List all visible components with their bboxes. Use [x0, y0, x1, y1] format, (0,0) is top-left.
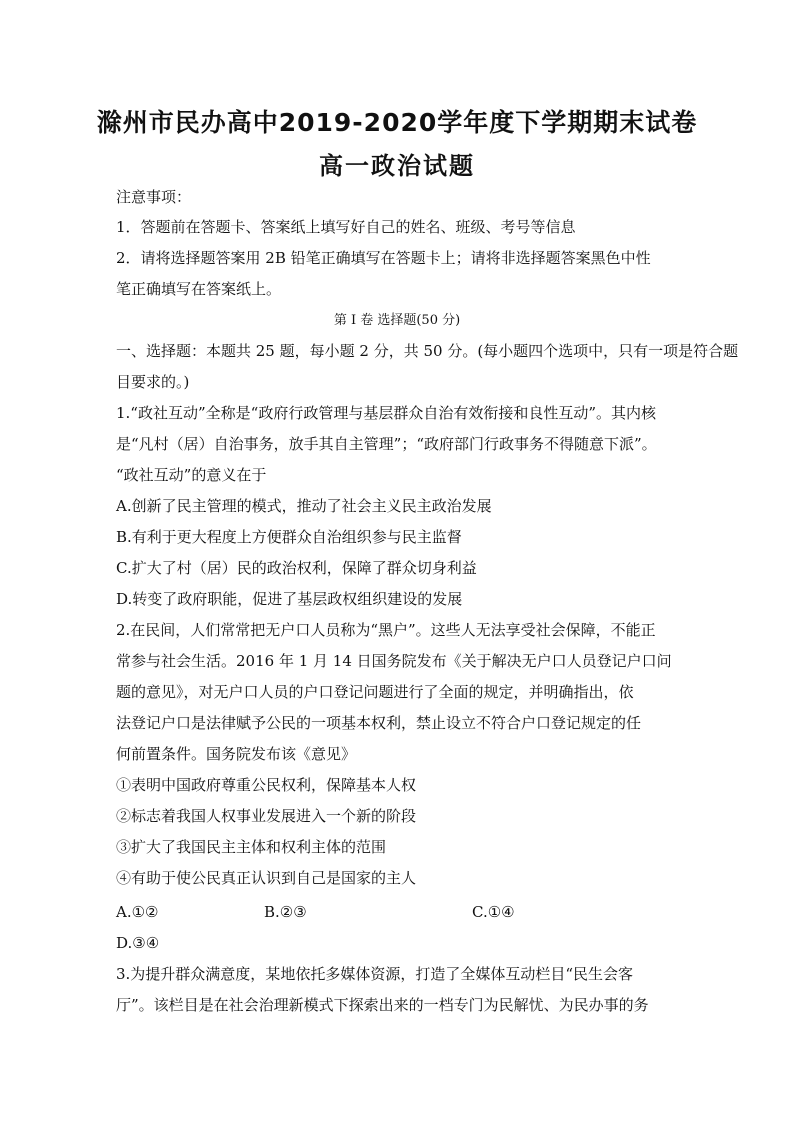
question-1-option-c: C.扩大了村（居）民的政治权利，保障了群众切身利益	[116, 559, 477, 577]
question-2-stem-4: 法登记户口是法律赋予公民的一项基本权利，禁止设立不符合户口登记规定的任	[116, 714, 642, 732]
question-2-option-b: B.②③	[264, 903, 307, 921]
notice-item-1: 1．答题前在答题卡、答案纸上填写好自己的姓名、班级、考号等信息	[116, 218, 576, 236]
question-3-stem: 3.为提升群众满意度，某地依托多媒体资源，打造了全媒体互动栏目“民生会客	[116, 965, 633, 983]
question-1-stem: 1.“政社互动”全称是“政府行政管理与基层群众自治有效衔接和良性互动”。其内核	[116, 404, 656, 422]
question-2-option-d: D.③④	[116, 934, 160, 952]
question-1-stem-2: 是“凡村（居）自治事务，放手其自主管理”；“政府部门行政事务不得随意下派”。	[116, 435, 657, 453]
question-1-option-d: D.转变了政府职能，促进了基层政权组织建设的发展	[116, 590, 463, 608]
question-2-statement-4: ④有助于使公民真正认识到自己是国家的主人	[116, 869, 417, 887]
question-1-option-b: B.有利于更大程度上方便群众自治组织参与民主监督	[116, 528, 462, 546]
notice-heading: 注意事项：	[116, 188, 192, 206]
question-2-stem: 2.在民间，人们常常把无户口人员称为“黑户”。这些人无法享受社会保障，不能正	[116, 621, 656, 639]
question-2-stem-5: 何前置条件。国务院发布该《意见》	[116, 745, 357, 763]
question-2-statement-2: ②标志着我国人权事业发展进入一个新的阶段	[116, 807, 417, 825]
notice-item-2: 2．请将选择题答案用 2B 铅笔正确填写在答题卡上；请将非选择题答案黑色中性	[116, 249, 651, 267]
notice-item-2-cont: 笔正确填写在答案纸上。	[116, 280, 282, 298]
question-2-statement-1: ①表明中国政府尊重公民权利，保障基本人权	[116, 776, 417, 794]
question-2-option-c: C.①④	[472, 903, 515, 921]
question-2-option-a: A.①②	[116, 903, 159, 921]
question-1-stem-3: “政社互动”的意义在于	[116, 466, 267, 484]
question-2-statement-3: ③扩大了我国民主主体和权利主体的范围	[116, 838, 387, 856]
exam-title: 滁州市民办高中2019-2020学年度下学期期末试卷	[96, 108, 698, 137]
question-1-option-a: A.创新了民主管理的模式，推动了社会主义民主政治发展	[116, 497, 492, 515]
section-intro-cont: 目要求的。)	[116, 373, 190, 391]
section-intro: 一、选择题：本题共 25 题，每小题 2 分，共 50 分。(每小题四个选项中，只有一项是符合题	[116, 342, 739, 360]
exam-subtitle: 高一政治试题	[319, 152, 475, 180]
question-2-stem-3: 题的意见》，对无户口人员的户口登记问题进行了全面的规定，并明确指出，依	[116, 683, 634, 701]
question-2-stem-2: 常参与社会生活。2016 年 1 月 14 日国务院发布《关于解决无户口人员登记户口问	[116, 652, 672, 670]
question-3-stem-2: 厅”。该栏目是在社会治理新模式下探索出来的一档专门为民解忧、为民办事的务	[116, 996, 649, 1014]
section-title: 第 I 卷 选择题(50 分)	[333, 313, 461, 328]
